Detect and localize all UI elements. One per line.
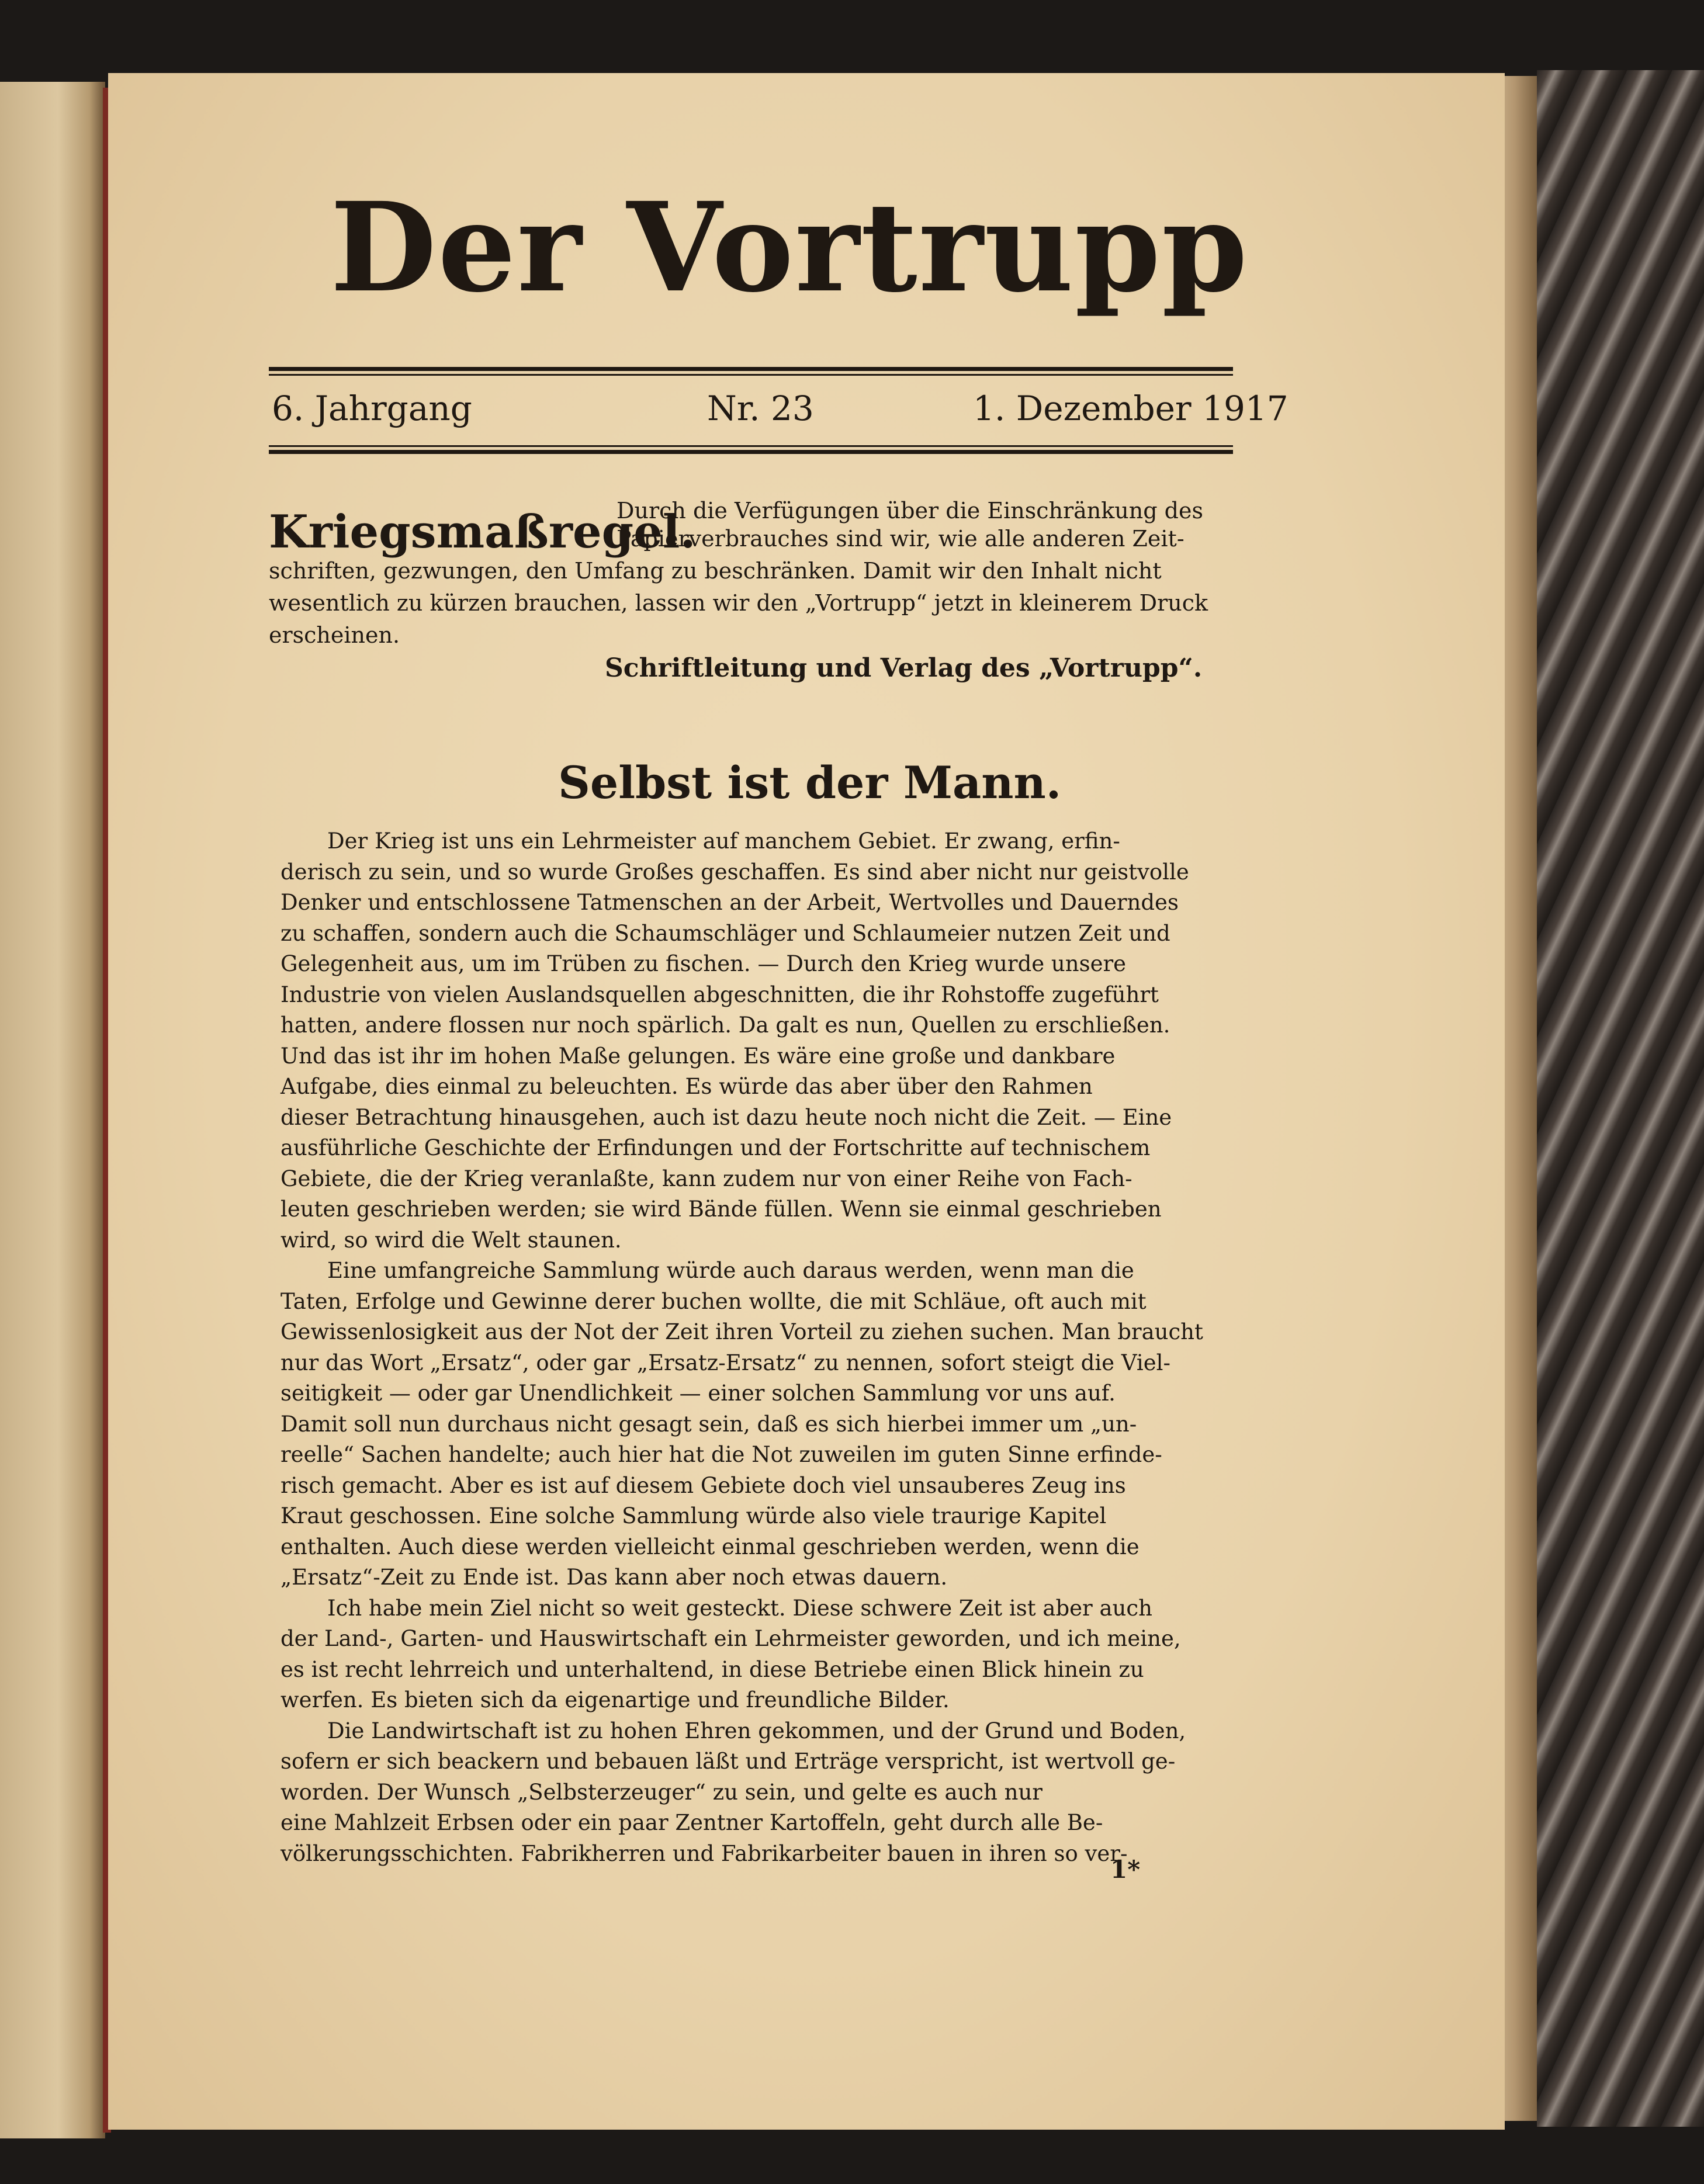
article-line: zu schaffen, sondern auch die Schaumschläger und Schlaumeier nutzen Zeit und xyxy=(280,921,1170,946)
article-line: Industrie von vielen Auslandsquellen abgeschnitten, die ihr Rohstoffe zugeführt xyxy=(280,982,1159,1007)
article-line: Gebiete, die der Krieg veranlaßte, kann zudem nur von einer Reihe von Fach- xyxy=(280,1166,1132,1191)
article-line: es ist recht lehrreich und unterhaltend, in diese Betriebe einen Blick hinein zu xyxy=(280,1657,1144,1682)
article-line: Eine umfangreiche Sammlung würde auch daraus werden, wenn man die xyxy=(327,1258,1134,1283)
article-line: Denker und entschlossene Tatmenschen an der Arbeit, Wertvolles und Dauerndes xyxy=(280,890,1179,915)
article-line: der Land-, Garten- und Hauswirtschaft ein Lehrmeister geworden, und ich meine, xyxy=(280,1626,1181,1651)
article-line: Taten, Erfolge und Gewinne derer buchen wollte, die mit Schläue, oft auch mit xyxy=(280,1289,1147,1314)
notice-line: erscheinen. xyxy=(269,622,400,648)
masthead-rule-bottom-thin xyxy=(269,445,1233,447)
article-line: risch gemacht. Aber es ist auf diesem Gebiete doch viel unsauberes Zeug ins xyxy=(280,1473,1126,1498)
article-line: reelle“ Sachen handelte; auch hier hat die Not zuweilen im guten Sinne erfinde- xyxy=(280,1442,1162,1467)
article-line: dieser Betrachtung hinausgehen, auch ist dazu heute noch nicht die Zeit. — Eine xyxy=(280,1105,1172,1130)
article-line: nur das Wort „Ersatz“, oder gar „Ersatz-Ersatz“ zu nennen, sofort steigt die Viel- xyxy=(280,1350,1170,1375)
article-line: völkerungsschichten. Fabrikherren und Fabrikarbeiter bauen in ihren so ver- xyxy=(280,1841,1128,1866)
masthead-title: Der Vortrupp xyxy=(330,175,1249,320)
article-line: Gewissenlosigkeit aus der Not der Zeit ihren Vorteil zu ziehen suchen. Man braucht xyxy=(280,1319,1203,1344)
marbled-board xyxy=(1537,70,1704,2127)
article-line: ausführliche Geschichte der Erfindungen und der Fortschritte auf technischem xyxy=(280,1135,1151,1160)
article-line: Damit soll nun durchaus nicht gesagt sein, daß es sich hierbei immer um „un- xyxy=(280,1412,1137,1437)
article-line: werfen. Es bieten sich da eigenartige und freundliche Bilder. xyxy=(280,1687,950,1712)
masthead-rule-bottom xyxy=(269,450,1233,454)
masthead-datum: 1. Dezember 1917 xyxy=(973,389,1289,428)
masthead-rule-top xyxy=(269,367,1233,371)
article-line: „Ersatz“-Zeit zu Ende ist. Das kann aber noch etwas dauern. xyxy=(280,1565,948,1590)
article-line: wird, so wird die Welt staunen. xyxy=(280,1228,622,1253)
article-title: Selbst ist der Mann. xyxy=(558,757,1062,809)
notice-heading: Kriegsmaßregel. xyxy=(269,505,696,559)
masthead-jahrgang: 6. Jahrgang xyxy=(272,389,472,428)
masthead-rule-top-thin xyxy=(269,374,1233,376)
masthead-nummer: Nr. 23 xyxy=(707,389,814,428)
article-line: Aufgabe, dies einmal zu beleuchten. Es würde das aber über den Rahmen xyxy=(280,1074,1093,1099)
notice-line: Papierverbrauches sind wir, wie alle anderen Zeit- xyxy=(617,526,1185,552)
notice-line: schriften, gezwungen, den Umfang zu beschränken. Damit wir den Inhalt nicht xyxy=(269,558,1162,584)
article-line: Der Krieg ist uns ein Lehrmeister auf manchem Gebiet. Er zwang, erfin- xyxy=(327,828,1120,854)
article-line: hatten, andere flossen nur noch spärlich. Da galt es nun, Quellen zu erschließen. xyxy=(280,1013,1170,1038)
left-page-edge xyxy=(0,82,105,2138)
article-line: Ich habe mein Ziel nicht so weit gesteckt. Diese schwere Zeit ist aber auch xyxy=(327,1596,1152,1621)
article-line: worden. Der Wunsch „Selbsterzeuger“ zu sein, und gelte es auch nur xyxy=(280,1780,1043,1805)
article-line: Kraut geschossen. Eine solche Sammlung würde also viele traurige Kapitel xyxy=(280,1503,1107,1528)
article-line: enthalten. Auch diese werden vielleicht einmal geschrieben werden, wenn die xyxy=(280,1534,1140,1559)
signature-mark: 1* xyxy=(1110,1855,1141,1884)
article-line: eine Mahlzeit Erbsen oder ein paar Zentner Kartoffeln, geht durch alle Be- xyxy=(280,1810,1103,1835)
article-line: leuten geschrieben werden; sie wird Bände füllen. Wenn sie einmal geschrieben xyxy=(280,1197,1162,1222)
article-line: seitigkeit — oder gar Unendlichkeit — einer solchen Sammlung vor uns auf. xyxy=(280,1381,1116,1406)
article-line: Die Landwirtschaft ist zu hohen Ehren gekommen, und der Grund und Boden, xyxy=(327,1718,1186,1743)
notice-line: Durch die Verfügungen über die Einschränkung des xyxy=(617,498,1203,524)
article-line: Und das ist ihr im hohen Maße gelungen. Es wäre eine große und dankbare xyxy=(280,1044,1116,1069)
article-line: Gelegenheit aus, um im Trüben zu fischen. — Durch den Krieg wurde unsere xyxy=(280,951,1127,976)
notice-line: wesentlich zu kürzen brauchen, lassen wir den „Vortrupp“ jetzt in kleinerem Druck xyxy=(269,590,1208,616)
article-line: sofern er sich beackern und bebauen läßt und Erträge verspricht, ist wertvoll ge- xyxy=(280,1749,1176,1774)
notice-signature: Schriftleitung und Verlag des „Vortrupp“. xyxy=(605,653,1203,683)
article-line: derisch zu sein, und so wurde Großes geschaffen. Es sind aber nicht nur geistvolle xyxy=(280,859,1189,885)
